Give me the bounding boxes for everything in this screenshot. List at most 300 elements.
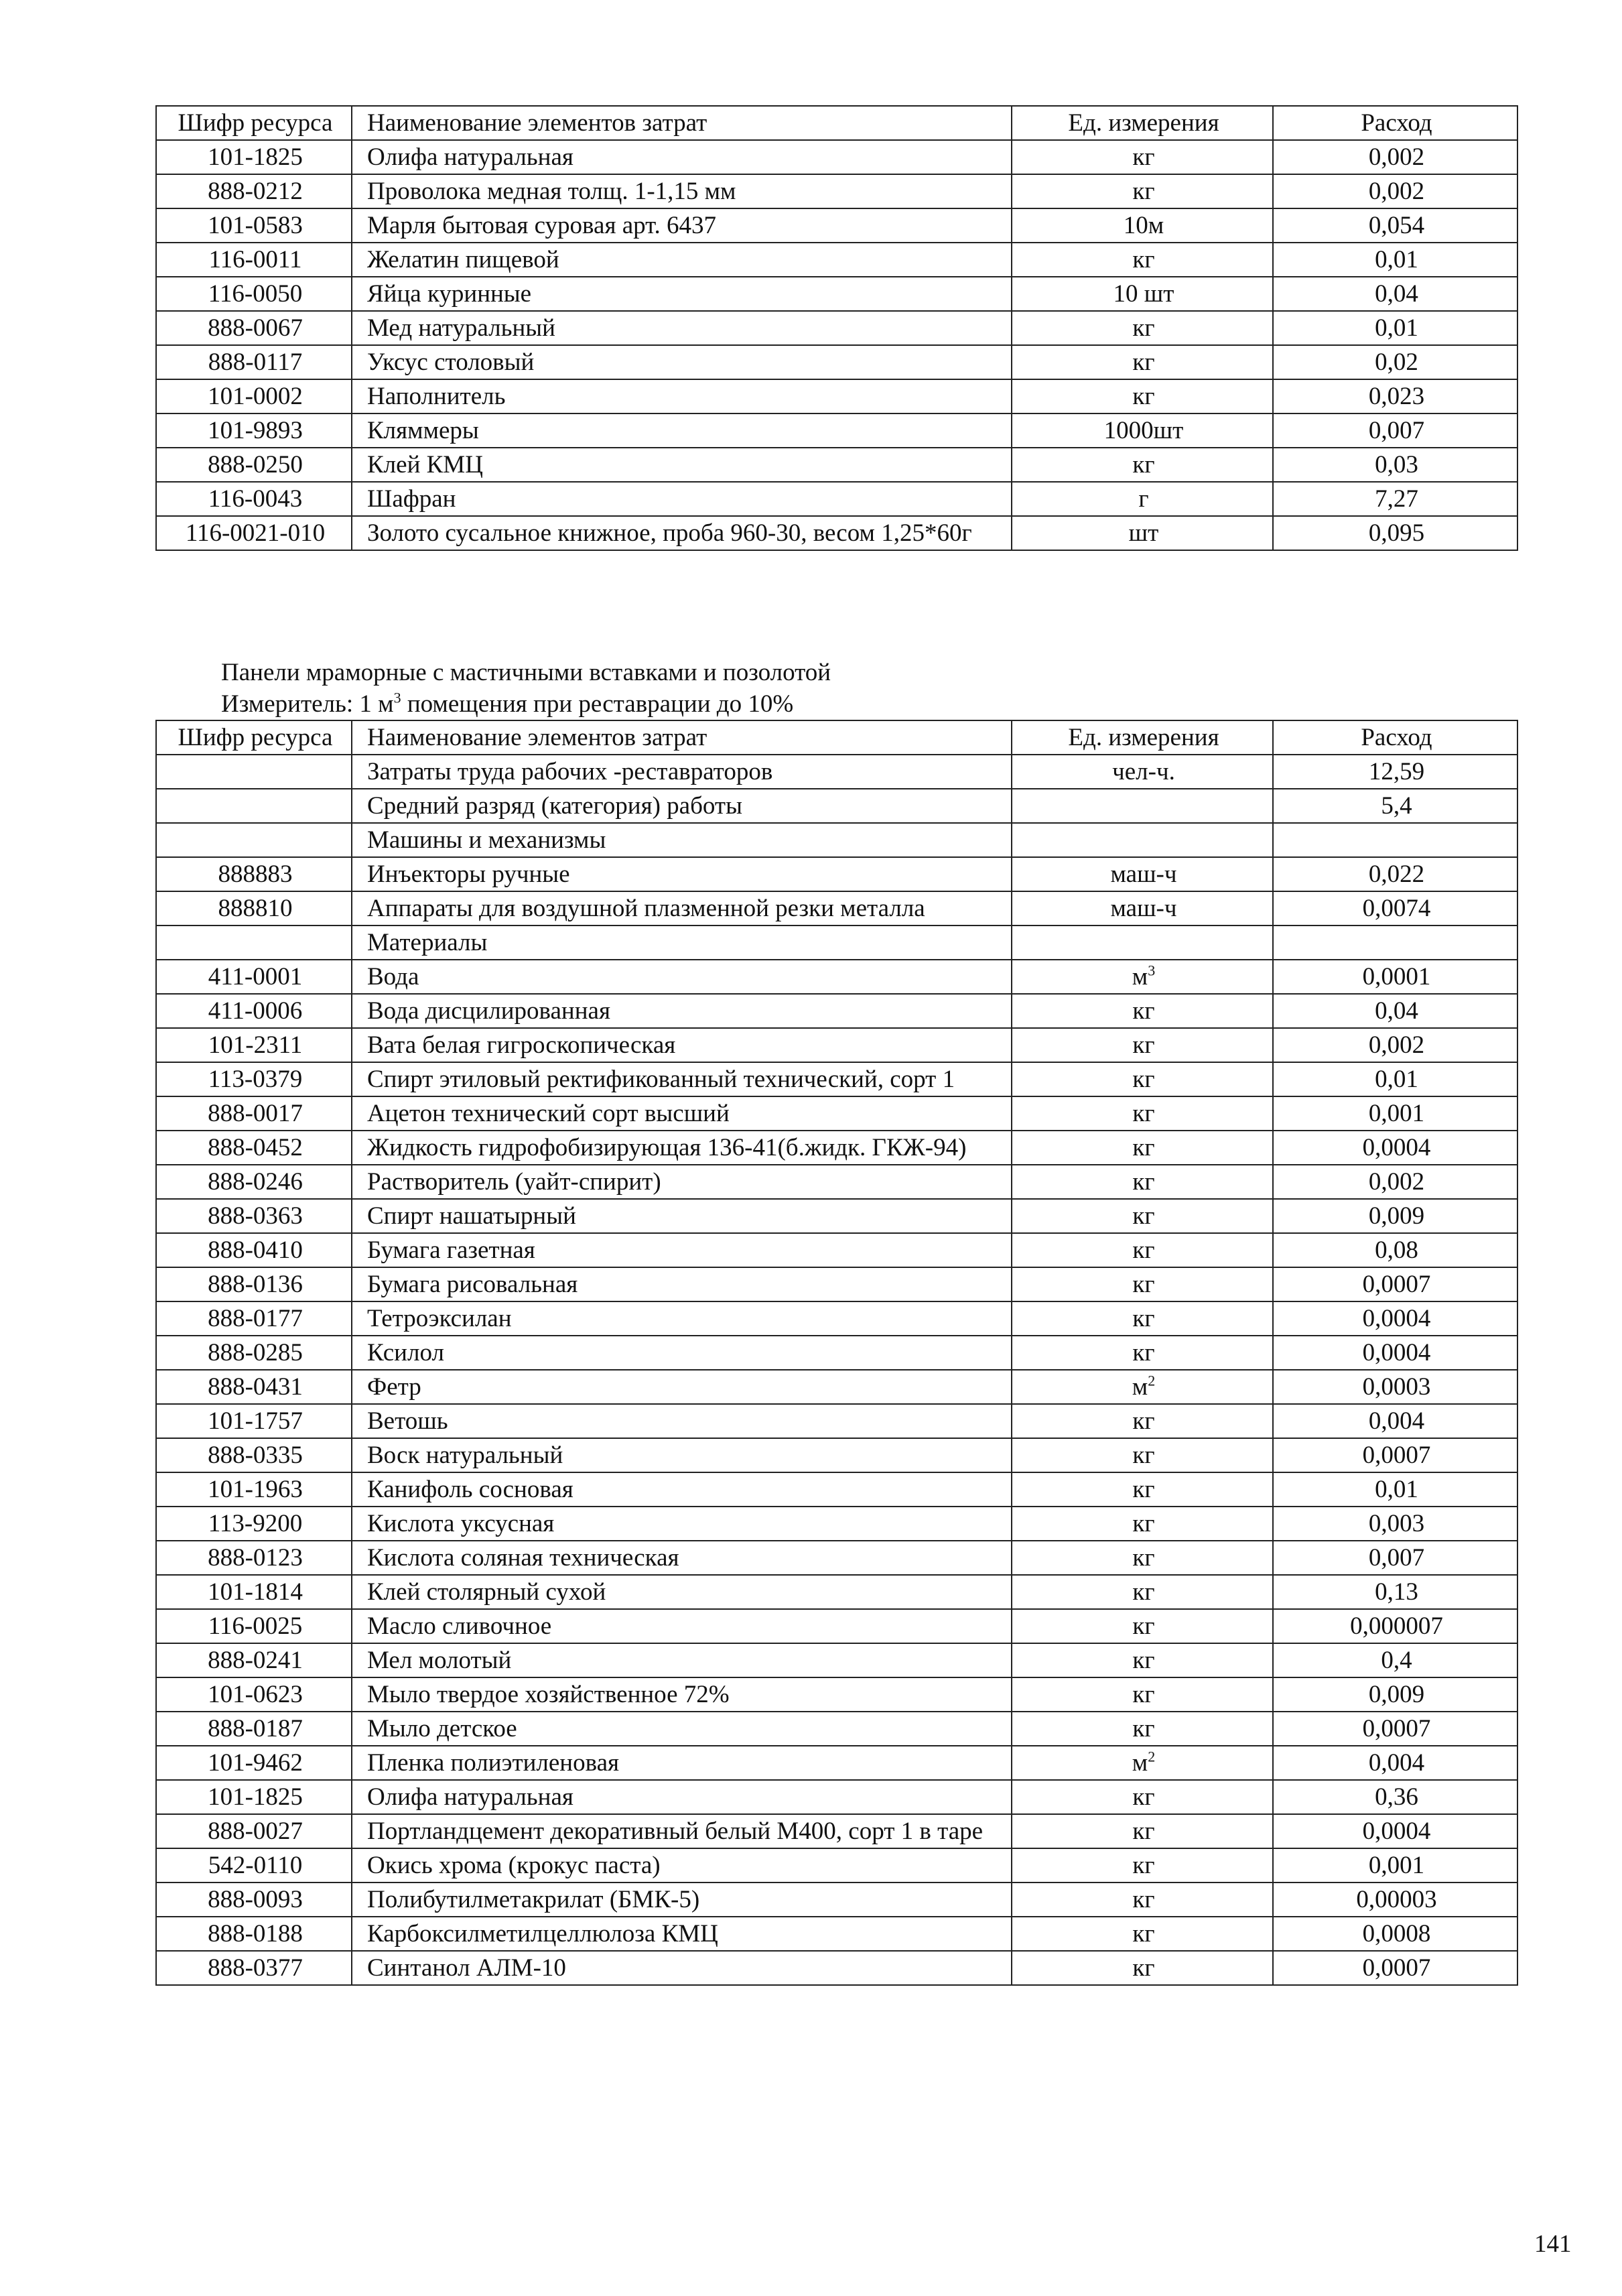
resource-name-cell-text: Кислота соляная техническая	[367, 1544, 679, 1572]
resource-name-cell	[352, 243, 1012, 277]
unit-superscript: 3	[1148, 962, 1156, 979]
resource-code-cell-text: 101-2311	[208, 1031, 303, 1059]
measure-suffix: помещения при реставрации до 10%	[401, 690, 794, 718]
table-row	[156, 857, 1517, 891]
resource-name-cell-text: Спирт нашатырный	[367, 1202, 576, 1230]
resource-name-cell	[352, 1062, 1012, 1096]
resource-name-cell-text: Вода	[367, 963, 419, 991]
resource-name-cell-text: Окись хрома (крокус паста)	[367, 1852, 661, 1879]
consumption-cell	[1273, 482, 1517, 516]
unit-cell	[1012, 1712, 1273, 1746]
resource-name-cell-text: Ветошь	[367, 1407, 448, 1435]
unit-cell	[1012, 277, 1273, 311]
unit-cell	[1012, 1541, 1273, 1575]
consumption-cell-text: 0,0001	[1362, 963, 1431, 991]
unit-cell	[1012, 1848, 1273, 1883]
unit-cell-text: кг	[1132, 1715, 1155, 1742]
resource-name-cell-text: Затраты труда рабочих -реставраторов	[367, 758, 773, 785]
resource-code-cell-text: 888-0431	[208, 1373, 303, 1401]
resource-code-cell-text: 888-0123	[208, 1544, 303, 1572]
table-row	[156, 891, 1517, 926]
consumption-cell-text: 0,0007	[1362, 1442, 1431, 1469]
resource-code-cell	[156, 1472, 352, 1507]
header-unit: Ед. измерения	[1012, 106, 1273, 140]
resource-code-cell-text: 411-0006	[208, 997, 303, 1025]
resource-code-cell	[156, 345, 352, 379]
resource-code-cell	[156, 1233, 352, 1267]
section-measure	[221, 688, 793, 720]
resource-name-cell-text: Масло сливочное	[367, 1612, 552, 1640]
resource-code-cell	[156, 1028, 352, 1062]
resource-name-cell	[352, 1746, 1012, 1780]
consumption-cell	[1273, 1131, 1517, 1165]
unit-cell	[1012, 789, 1273, 823]
table-row	[156, 174, 1517, 208]
consumption-cell-text: 0,00003	[1356, 1886, 1437, 1913]
consumption-cell-text: 0,4	[1381, 1647, 1412, 1674]
resource-code-cell-text: 888-0410	[208, 1236, 303, 1264]
resource-name-cell	[352, 755, 1012, 789]
resource-name-cell	[352, 1712, 1012, 1746]
unit-cell	[1012, 1643, 1273, 1677]
resource-code-cell	[156, 823, 352, 857]
resource-name-cell-text: Спирт этиловый ректификованный технический, сорт 1	[367, 1066, 955, 1093]
consumption-cell-text: 7,27	[1375, 485, 1418, 513]
unit-cell-text: кг	[1132, 314, 1155, 342]
consumption-cell-text: 0,002	[1368, 1168, 1425, 1196]
resource-name-cell-text: Проволока медная толщ. 1-1,15 мм	[367, 178, 736, 205]
resource-code-cell	[156, 1336, 352, 1370]
resource-code-cell	[156, 1712, 352, 1746]
resource-name-cell-text: Олифа натуральная	[367, 1783, 573, 1811]
consumption-cell	[1273, 1438, 1517, 1472]
table-header-row	[156, 106, 1517, 140]
unit-cell-text: м	[1132, 1749, 1148, 1777]
resource-code-cell-text: 888-0246	[208, 1168, 303, 1196]
consumption-cell	[1273, 1917, 1517, 1951]
table-row	[156, 1917, 1517, 1951]
resource-name-cell-text: Золото сусальное книжное, проба 960-30, весом 1,25*60г	[367, 519, 972, 547]
resource-name-cell-text: Ацетон технический сорт высший	[367, 1100, 730, 1127]
unit-cell	[1012, 1199, 1273, 1233]
resource-code-cell-text: 113-0379	[208, 1066, 303, 1093]
unit-cell	[1012, 140, 1273, 174]
unit-cell-text: шт	[1128, 519, 1159, 547]
resource-code-cell	[156, 1267, 352, 1301]
resource-name-cell-text: Наполнитель	[367, 383, 506, 410]
consumption-cell-text: 12,59	[1368, 758, 1425, 785]
measure-sup: 3	[393, 689, 401, 706]
resource-code-cell	[156, 1507, 352, 1541]
resource-name-cell	[352, 857, 1012, 891]
table-body	[156, 755, 1517, 1985]
resource-code-cell	[156, 208, 352, 243]
resource-code-cell	[156, 311, 352, 345]
resource-name-cell-text: Бумага газетная	[367, 1236, 535, 1264]
consumption-cell-text: 0,36	[1375, 1783, 1418, 1811]
unit-cell-text: кг	[1132, 1236, 1155, 1264]
resource-name-cell	[352, 1028, 1012, 1062]
consumption-cell-text: 0,01	[1375, 246, 1418, 273]
resource-name-cell-text: Машины и механизмы	[367, 826, 606, 854]
resource-code-cell-text: 888-0212	[208, 178, 303, 205]
table-row	[156, 1507, 1517, 1541]
resource-code-cell-text: 116-0050	[208, 280, 303, 308]
unit-cell-text: кг	[1132, 1476, 1155, 1503]
consumption-cell-text: 0,022	[1368, 860, 1425, 888]
resource-name-cell	[352, 891, 1012, 926]
resource-name-cell	[352, 140, 1012, 174]
unit-cell	[1012, 823, 1273, 857]
consumption-cell-text: 0,004	[1368, 1749, 1425, 1777]
table-row	[156, 1712, 1517, 1746]
consumption-cell-text: 0,0004	[1362, 1134, 1431, 1161]
resource-code-cell-text: 101-1825	[208, 143, 303, 171]
consumption-cell-text: 5,4	[1381, 792, 1412, 820]
consumption-cell	[1273, 1541, 1517, 1575]
resource-name-cell-text: Марля бытовая суровая арт. 6437	[367, 212, 717, 239]
resource-name-cell-text: Клей КМЦ	[367, 451, 483, 479]
unit-cell	[1012, 1951, 1273, 1985]
unit-cell	[1012, 174, 1273, 208]
unit-cell-text: кг	[1132, 1852, 1155, 1879]
consumption-cell	[1273, 174, 1517, 208]
resource-name-cell-text: Канифоль сосновая	[367, 1476, 573, 1503]
unit-cell-text: кг	[1132, 1202, 1155, 1230]
unit-cell-text: чел-ч.	[1112, 758, 1175, 785]
unit-cell	[1012, 1096, 1273, 1131]
unit-cell	[1012, 243, 1273, 277]
unit-cell-text: кг	[1132, 178, 1155, 205]
resource-code-cell	[156, 1404, 352, 1438]
resource-name-cell	[352, 345, 1012, 379]
header-unit: Ед. измерения	[1012, 720, 1273, 755]
unit-cell-text: кг	[1132, 1168, 1155, 1196]
table-row	[156, 1438, 1517, 1472]
resource-code-cell	[156, 448, 352, 482]
unit-cell-text: кг	[1132, 1134, 1155, 1161]
table-row	[156, 1165, 1517, 1199]
resource-code-cell-text: 116-0011	[208, 246, 302, 273]
unit-cell	[1012, 1267, 1273, 1301]
table-row	[156, 379, 1517, 413]
table-row	[156, 1575, 1517, 1609]
consumption-cell	[1273, 1472, 1517, 1507]
consumption-cell	[1273, 1814, 1517, 1848]
table-row	[156, 1131, 1517, 1165]
unit-cell	[1012, 1028, 1273, 1062]
consumption-cell	[1273, 516, 1517, 550]
resource-code-cell-text: 888-0335	[208, 1442, 303, 1469]
consumption-cell-text: 0,13	[1375, 1578, 1418, 1606]
resource-code-cell-text: 116-0043	[208, 485, 303, 513]
resource-code-cell-text: 888-0117	[208, 348, 303, 376]
unit-cell-text: кг	[1132, 1271, 1155, 1298]
resource-code-cell	[156, 960, 352, 994]
unit-cell-text: кг	[1132, 143, 1155, 171]
resource-name-cell	[352, 789, 1012, 823]
resource-code-cell-text: 101-1963	[208, 1476, 303, 1503]
resource-code-cell-text: 411-0001	[208, 963, 303, 991]
consumption-cell	[1273, 1404, 1517, 1438]
resource-name-cell-text: Бумага рисовальная	[367, 1271, 578, 1298]
consumption-cell-text: 0,003	[1368, 1510, 1425, 1537]
unit-cell-text: кг	[1132, 1339, 1155, 1366]
resource-name-cell-text: Пленка полиэтиленовая	[367, 1749, 620, 1777]
consumption-cell-text: 0,007	[1368, 1544, 1425, 1572]
consumption-cell	[1273, 755, 1517, 789]
consumption-cell	[1273, 1233, 1517, 1267]
consumption-cell	[1273, 1712, 1517, 1746]
resource-code-cell	[156, 1917, 352, 1951]
unit-cell	[1012, 1677, 1273, 1712]
table-header-row	[156, 720, 1517, 755]
resource-name-cell	[352, 1165, 1012, 1199]
unit-superscript: 2	[1148, 1372, 1156, 1389]
resource-name-cell	[352, 516, 1012, 550]
resource-name-cell	[352, 1883, 1012, 1917]
consumption-cell	[1273, 1336, 1517, 1370]
unit-cell-text: кг	[1132, 451, 1155, 479]
table-row	[156, 1199, 1517, 1233]
consumption-cell	[1273, 1096, 1517, 1131]
resource-name-cell-text: Мед натуральный	[367, 314, 555, 342]
unit-cell	[1012, 345, 1273, 379]
table-row	[156, 311, 1517, 345]
table-row	[156, 413, 1517, 448]
unit-cell-text: кг	[1132, 348, 1155, 376]
resource-name-cell-text: Аппараты для воздушной плазменной резки металла	[367, 895, 925, 922]
consumption-cell-text: 0,0007	[1362, 1954, 1431, 1982]
consumption-cell	[1273, 1165, 1517, 1199]
resource-code-cell-text: 101-9893	[208, 417, 303, 444]
unit-cell-text: кг	[1132, 246, 1155, 273]
resource-code-cell	[156, 1370, 352, 1404]
consumption-cell	[1273, 1062, 1517, 1096]
resource-code-cell-text: 888-0377	[208, 1954, 303, 1982]
consumption-cell	[1273, 140, 1517, 174]
unit-cell	[1012, 379, 1273, 413]
consumption-cell-text: 0,0004	[1362, 1305, 1431, 1332]
resource-code-cell-text: 888-0250	[208, 451, 303, 479]
unit-cell	[1012, 1233, 1273, 1267]
resource-name-cell-text: Мыло твердое хозяйственное 72%	[367, 1681, 730, 1708]
table-row	[156, 345, 1517, 379]
consumption-cell	[1273, 1370, 1517, 1404]
consumption-cell	[1273, 891, 1517, 926]
table-body	[156, 140, 1517, 550]
resource-code-cell	[156, 755, 352, 789]
resource-code-cell	[156, 1883, 352, 1917]
resource-name-cell	[352, 1370, 1012, 1404]
resource-code-cell	[156, 1096, 352, 1131]
consumption-cell	[1273, 857, 1517, 891]
consumption-cell-text: 0,002	[1368, 1031, 1425, 1059]
resource-name-cell	[352, 1131, 1012, 1165]
unit-cell-text: кг	[1132, 1578, 1155, 1606]
consumption-cell	[1273, 345, 1517, 379]
consumption-cell-text: 0,01	[1375, 314, 1418, 342]
consumption-cell-text: 0,0008	[1362, 1920, 1431, 1948]
resource-name-cell	[352, 1096, 1012, 1131]
table-row	[156, 1848, 1517, 1883]
unit-cell-text: кг	[1132, 1817, 1155, 1845]
consumption-cell-text: 0,009	[1368, 1681, 1425, 1708]
resource-name-cell-text: Фетр	[367, 1373, 421, 1401]
resource-name-cell	[352, 1677, 1012, 1712]
unit-cell	[1012, 1404, 1273, 1438]
resource-code-cell	[156, 1301, 352, 1336]
consumption-cell	[1273, 1746, 1517, 1780]
resource-name-cell	[352, 1541, 1012, 1575]
table-row	[156, 1883, 1517, 1917]
resource-code-cell	[156, 1814, 352, 1848]
resource-name-cell	[352, 1780, 1012, 1814]
table-row	[156, 1609, 1517, 1643]
resource-code-cell-text: 888810	[218, 895, 293, 922]
unit-cell	[1012, 1917, 1273, 1951]
resource-code-cell	[156, 1541, 352, 1575]
unit-cell	[1012, 1609, 1273, 1643]
resource-code-cell	[156, 174, 352, 208]
unit-cell	[1012, 516, 1273, 550]
consumption-cell-text: 0,002	[1368, 178, 1425, 205]
resource-code-cell	[156, 1677, 352, 1712]
resource-code-cell	[156, 413, 352, 448]
resource-code-cell	[156, 1062, 352, 1096]
consumption-cell-text: 0,000007	[1350, 1612, 1443, 1640]
resource-name-cell-text: Мыло детское	[367, 1715, 517, 1742]
table-row	[156, 482, 1517, 516]
resource-code-cell-text: 888-0067	[208, 314, 303, 342]
consumption-cell-text: 0,03	[1375, 451, 1418, 479]
resource-name-cell-text: Жидкость гидрофобизирующая 136-41(б.жидк. ГКЖ-94)	[367, 1134, 967, 1161]
consumption-cell-text: 0,004	[1368, 1407, 1425, 1435]
resource-code-cell	[156, 926, 352, 960]
resource-name-cell-text: Кислота уксусная	[367, 1510, 555, 1537]
header-name: Наименование элементов затрат	[352, 106, 1012, 140]
unit-cell	[1012, 1062, 1273, 1096]
resource-code-cell	[156, 1165, 352, 1199]
resource-name-cell	[352, 1507, 1012, 1541]
resource-code-cell-text: 888-0241	[208, 1647, 303, 1674]
resource-name-cell	[352, 1575, 1012, 1609]
table-row	[156, 140, 1517, 174]
measure-prefix: Измеритель: 1 м	[221, 690, 394, 718]
consumption-cell-text: 0,001	[1368, 1100, 1425, 1127]
unit-cell	[1012, 1438, 1273, 1472]
unit-cell-text: кг	[1132, 1886, 1155, 1913]
resource-name-cell-text: Средний разряд (категория) работы	[367, 792, 742, 820]
consumption-cell	[1273, 960, 1517, 994]
resource-name-cell-text: Ксилол	[367, 1339, 444, 1366]
unit-cell-text: 10 шт	[1113, 280, 1174, 308]
consumption-cell-text: 0,054	[1368, 212, 1425, 239]
table-row	[156, 926, 1517, 960]
resource-name-cell	[352, 960, 1012, 994]
consumption-cell	[1273, 1575, 1517, 1609]
resource-code-cell-text: 101-0583	[208, 212, 303, 239]
resource-code-cell-text: 888-0363	[208, 1202, 303, 1230]
consumption-cell	[1273, 1507, 1517, 1541]
resource-name-cell	[352, 1336, 1012, 1370]
table-row	[156, 1028, 1517, 1062]
resource-name-cell-text: Желатин пищевой	[367, 246, 559, 273]
consumption-cell	[1273, 311, 1517, 345]
consumption-cell-text: 0,001	[1368, 1852, 1425, 1879]
unit-cell-text: кг	[1132, 383, 1155, 410]
header-code: Шифр ресурса	[156, 106, 352, 140]
consumption-cell	[1273, 789, 1517, 823]
unit-cell	[1012, 926, 1273, 960]
resource-code-cell	[156, 1746, 352, 1780]
unit-cell	[1012, 1780, 1273, 1814]
table-row	[156, 1336, 1517, 1370]
page-number: 141	[1534, 2230, 1572, 2258]
consumption-cell	[1273, 1677, 1517, 1712]
table-row	[156, 243, 1517, 277]
unit-cell	[1012, 1883, 1273, 1917]
resource-name-cell	[352, 413, 1012, 448]
resource-name-cell	[352, 1472, 1012, 1507]
resource-name-cell	[352, 1233, 1012, 1267]
table-row	[156, 789, 1517, 823]
consumption-cell-text: 0,04	[1375, 997, 1418, 1025]
resource-code-cell-text: 888-0093	[208, 1886, 303, 1913]
resource-code-cell-text: 888-0017	[208, 1100, 303, 1127]
resource-code-cell-text: 888-0136	[208, 1271, 303, 1298]
consumption-cell-text: 0,007	[1368, 417, 1425, 444]
consumption-cell-text: 0,01	[1375, 1476, 1418, 1503]
resource-table-2	[155, 720, 1518, 1986]
unit-cell-text: кг	[1132, 1920, 1155, 1948]
consumption-cell	[1273, 1780, 1517, 1814]
resource-name-cell-text: Шафран	[367, 485, 456, 513]
unit-cell-text: кг	[1132, 1544, 1155, 1572]
resource-name-cell-text: Клей столярный сухой	[367, 1578, 606, 1606]
unit-cell-text: кг	[1132, 1954, 1155, 1982]
table-row	[156, 755, 1517, 789]
unit-cell	[1012, 1575, 1273, 1609]
resource-name-cell	[352, 994, 1012, 1028]
table-row	[156, 1267, 1517, 1301]
resource-name-cell	[352, 1404, 1012, 1438]
consumption-cell	[1273, 1643, 1517, 1677]
resource-code-cell	[156, 1438, 352, 1472]
resource-code-cell	[156, 891, 352, 926]
resource-name-cell-text: Материалы	[367, 929, 488, 956]
unit-cell	[1012, 208, 1273, 243]
table-row	[156, 448, 1517, 482]
resource-name-cell-text: Портландцемент декоративный белый М400, сорт 1 в таре	[367, 1817, 984, 1845]
unit-cell-text: кг	[1132, 1066, 1155, 1093]
resource-name-cell	[352, 1267, 1012, 1301]
table-row	[156, 1370, 1517, 1404]
consumption-cell-text: 0,08	[1375, 1236, 1418, 1264]
consumption-cell-text: 0,009	[1368, 1202, 1425, 1230]
resource-code-cell	[156, 1780, 352, 1814]
consumption-cell	[1273, 1028, 1517, 1062]
resource-name-cell-text: Кляммеры	[367, 417, 479, 444]
unit-cell-text: кг	[1132, 1407, 1155, 1435]
resource-name-cell-text: Полибутилметакрилат (БМК-5)	[367, 1886, 700, 1913]
table-row	[156, 1301, 1517, 1336]
unit-cell	[1012, 1131, 1273, 1165]
resource-code-cell-text: 116-0025	[208, 1612, 303, 1640]
table-row	[156, 1541, 1517, 1575]
consumption-cell-text: 0,0004	[1362, 1817, 1431, 1845]
consumption-cell-text: 0,0007	[1362, 1271, 1431, 1298]
